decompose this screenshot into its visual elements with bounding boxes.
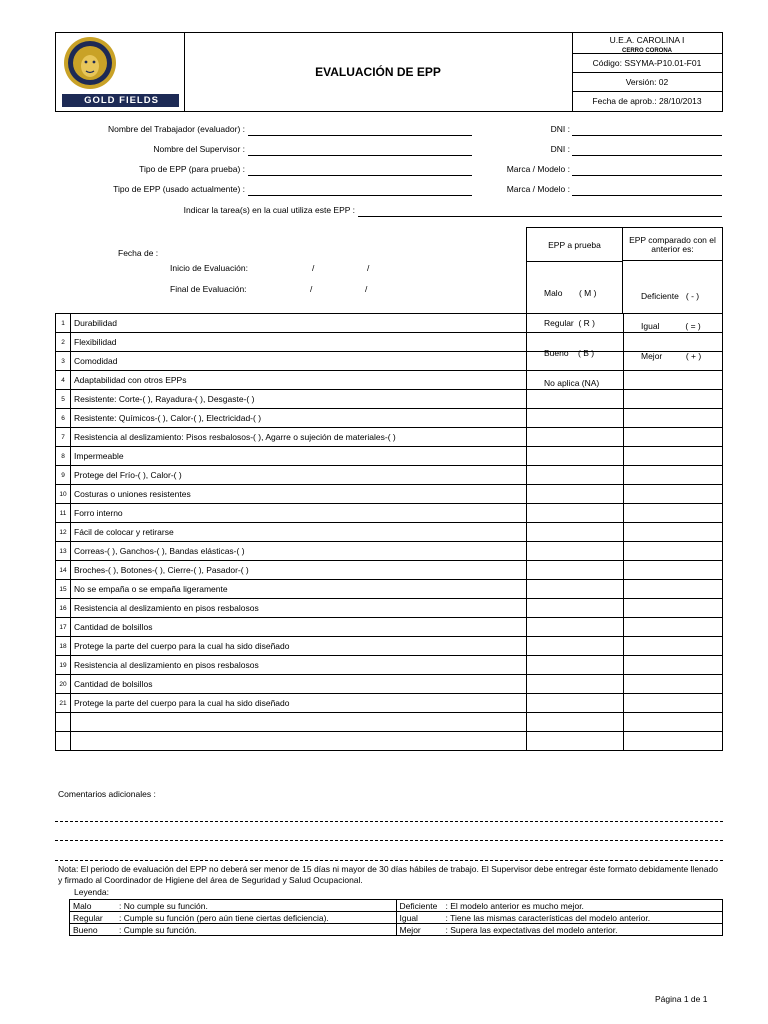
site-name: CERRO CORONA bbox=[621, 48, 672, 54]
criteria-text: Cantidad de bolsillos bbox=[71, 618, 527, 637]
criteria-number: 11 bbox=[56, 504, 71, 523]
comparison-rating-cell[interactable] bbox=[624, 485, 723, 504]
epp-test-rating-cell[interactable] bbox=[527, 447, 624, 466]
criteria-text: Comodidad bbox=[71, 352, 527, 371]
criteria-text: Durabilidad bbox=[71, 314, 527, 333]
criteria-number: 2 bbox=[56, 333, 71, 352]
legend-cell-left bbox=[70, 900, 397, 912]
comparison-rating-cell[interactable] bbox=[624, 675, 723, 694]
legend-row bbox=[70, 900, 723, 912]
scale-item-igual: Igual ( = ) bbox=[641, 321, 701, 331]
legend-value: : Supera las expectativas del modelo anterior. bbox=[445, 924, 618, 935]
criteria-number: 14 bbox=[56, 561, 71, 580]
scale-item-deficiente: Deficiente ( - ) bbox=[641, 291, 700, 301]
criteria-text: No se empaña o se empaña ligeramente bbox=[71, 580, 527, 599]
end-date-separator-1: / bbox=[310, 284, 313, 294]
criteria-text: Resistente: Corte-( ), Rayadura-( ), Desgaste-( ) bbox=[71, 390, 527, 409]
dates-label: Fecha de : bbox=[118, 248, 159, 258]
criteria-row bbox=[56, 447, 723, 466]
document-control-block bbox=[572, 33, 722, 111]
legend-value: : El modelo anterior es mucho mejor. bbox=[445, 900, 584, 911]
legend-key: Bueno bbox=[73, 924, 98, 935]
comparison-rating-cell[interactable] bbox=[624, 447, 723, 466]
criteria-number: 5 bbox=[56, 390, 71, 409]
comparison-rating-cell[interactable] bbox=[624, 542, 723, 561]
worker-input[interactable] bbox=[248, 135, 472, 136]
comparison-rating-cell[interactable] bbox=[624, 314, 723, 333]
evaluation-note: Nota: El periodo de evaluación del EPP no deberá ser menor de 15 días ni mayor de 30 días hábiles de trabajo. El Supervisor debe entregar éste formato debidamente llenado y firmado al Coordinador de Higiene del área de Seguridad y Salud Ocupacional. bbox=[58, 864, 718, 885]
comparison-rating-cell[interactable] bbox=[624, 333, 723, 352]
criteria-text: Adaptabilidad con otros EPPs bbox=[71, 371, 527, 390]
comparison-rating-cell[interactable] bbox=[624, 580, 723, 599]
criteria-text: Resistencia al deslizamiento: Pisos resbalosos-( ), Agarre o sujeción de materiales-( ) bbox=[71, 428, 527, 447]
epp-test-rating-cell[interactable] bbox=[527, 523, 624, 542]
form-title: EVALUACIÓN DE EPP bbox=[184, 33, 573, 111]
scale-item-regular: Regular ( R ) bbox=[544, 318, 596, 328]
legend-value: : Cumple su función (pero aún tiene ciertas deficiencia). bbox=[119, 912, 329, 923]
criteria-text: Fácil de colocar y retirarse bbox=[71, 523, 527, 542]
supervisor-input[interactable] bbox=[248, 155, 472, 156]
epp-current-input[interactable] bbox=[248, 195, 472, 196]
brand-name: GOLD FIELDS bbox=[84, 95, 159, 106]
criteria-text: Correas-( ), Ganchos-( ), Bandas elásticas-( ) bbox=[71, 542, 527, 561]
criteria-number: 6 bbox=[56, 409, 71, 428]
comparison-rating-cell[interactable] bbox=[624, 409, 723, 428]
criteria-text bbox=[71, 713, 527, 732]
legend-key: Mejor bbox=[399, 924, 421, 935]
criteria-row bbox=[56, 542, 723, 561]
document-version: Versión: 02 bbox=[572, 73, 722, 92]
scale-item-bueno: Bueno ( B ) bbox=[544, 348, 595, 358]
task-label: Indicar la tarea(s) en la cual utiliza este EPP : bbox=[183, 205, 355, 215]
epp-test-rating-cell[interactable] bbox=[527, 732, 624, 751]
document-code: Código: SSYMA-P10.01-F01 bbox=[572, 54, 722, 73]
legend-row bbox=[70, 912, 723, 924]
comparison-rating-cell[interactable] bbox=[624, 371, 723, 390]
criteria-text bbox=[71, 732, 527, 751]
supervisor-label: Nombre del Supervisor : bbox=[153, 144, 245, 154]
legend-row bbox=[70, 924, 723, 936]
legend-table bbox=[69, 899, 723, 936]
legend-value: : Cumple su función. bbox=[119, 924, 197, 935]
criteria-number: 20 bbox=[56, 675, 71, 694]
criteria-number: 19 bbox=[56, 656, 71, 675]
comparison-rating-cell[interactable] bbox=[624, 561, 723, 580]
epp-test-rating-cell[interactable] bbox=[527, 333, 624, 352]
criteria-row bbox=[56, 732, 723, 751]
criteria-number: 7 bbox=[56, 428, 71, 447]
criteria-row bbox=[56, 428, 723, 447]
epp-test-rating-cell[interactable] bbox=[527, 504, 624, 523]
criteria-row bbox=[56, 599, 723, 618]
comparison-rating-cell[interactable] bbox=[624, 732, 723, 751]
legend-value: : Tiene las mismas características del modelo anterior. bbox=[445, 912, 651, 923]
criteria-number: 21 bbox=[56, 694, 71, 713]
criteria-row bbox=[56, 485, 723, 504]
criteria-number: 12 bbox=[56, 523, 71, 542]
start-date-separator-2: / bbox=[367, 263, 370, 273]
page-number: Página 1 de 1 bbox=[655, 994, 708, 1004]
comments-label: Comentarios adicionales : bbox=[58, 789, 156, 799]
criteria-number: 8 bbox=[56, 447, 71, 466]
epp-current-label: Tipo de EPP (usado actualmente) : bbox=[113, 184, 245, 194]
criteria-row bbox=[56, 675, 723, 694]
criteria-number: 16 bbox=[56, 599, 71, 618]
criteria-text: Cantidad de bolsillos bbox=[71, 675, 527, 694]
epp-test-rating-cell[interactable] bbox=[527, 409, 624, 428]
criteria-number: 1 bbox=[56, 314, 71, 333]
epp-test-rating-cell[interactable] bbox=[527, 561, 624, 580]
end-date-separator-2: / bbox=[365, 284, 368, 294]
comparison-rating-cell[interactable] bbox=[624, 523, 723, 542]
epp-test-scale-box bbox=[526, 227, 623, 388]
legend-table-body bbox=[70, 900, 723, 936]
start-date-label: Inicio de Evaluación: bbox=[170, 263, 248, 273]
comparison-scale-title: EPP comparado con el anterior es: bbox=[623, 228, 722, 261]
epp-test-rating-cell[interactable] bbox=[527, 656, 624, 675]
scale-item-malo: Malo ( M ) bbox=[544, 288, 597, 298]
comparison-rating-cell[interactable] bbox=[624, 504, 723, 523]
scale-item-no-aplica: No aplica (NA) bbox=[544, 378, 600, 388]
criteria-row bbox=[56, 390, 723, 409]
criteria-text: Resistencia al deslizamiento en pisos resbalosos bbox=[71, 656, 527, 675]
criteria-row bbox=[56, 713, 723, 732]
legend-value: : No cumple su función. bbox=[119, 900, 208, 911]
end-date-label: Final de Evaluación: bbox=[170, 284, 247, 294]
criteria-number: 13 bbox=[56, 542, 71, 561]
criteria-text: Impermeable bbox=[71, 447, 527, 466]
task-input[interactable] bbox=[358, 216, 722, 217]
legend-key: Regular bbox=[73, 912, 103, 923]
comparison-rating-cell[interactable] bbox=[624, 694, 723, 713]
legend-key: Deficiente bbox=[399, 900, 438, 911]
epp-test-scale-title: EPP a prueba bbox=[527, 228, 622, 262]
epp-test-input[interactable] bbox=[248, 175, 472, 176]
comparison-rating-cell[interactable] bbox=[624, 466, 723, 485]
comparison-rating-cell[interactable] bbox=[624, 637, 723, 656]
legend-key: Malo bbox=[73, 900, 92, 911]
criteria-number: 9 bbox=[56, 466, 71, 485]
criteria-row bbox=[56, 523, 723, 542]
criteria-row bbox=[56, 637, 723, 656]
start-date-separator-1: / bbox=[312, 263, 315, 273]
epp-test-rating-cell[interactable] bbox=[527, 352, 624, 371]
comparison-rating-cell[interactable] bbox=[624, 599, 723, 618]
legend-key: Igual bbox=[399, 912, 418, 923]
epp-test-rating-cell[interactable] bbox=[527, 580, 624, 599]
legend-cell-right bbox=[396, 912, 723, 924]
comparison-rating-cell[interactable] bbox=[624, 618, 723, 637]
epp-current-brand-label: Marca / Modelo : bbox=[506, 184, 570, 194]
criteria-row bbox=[56, 694, 723, 713]
worker-dni-input[interactable] bbox=[572, 135, 722, 136]
criteria-row bbox=[56, 352, 723, 371]
legend-cell-right bbox=[396, 924, 723, 936]
epp-test-rating-cell[interactable] bbox=[527, 466, 624, 485]
epp-test-rating-cell[interactable] bbox=[527, 599, 624, 618]
worker-dni-label: DNI : bbox=[550, 124, 570, 134]
comparison-rating-cell[interactable] bbox=[624, 713, 723, 732]
criteria-row bbox=[56, 561, 723, 580]
epp-test-rating-cell[interactable] bbox=[527, 675, 624, 694]
unit-name: U.E.A. CAROLINA I bbox=[609, 35, 685, 45]
legend-title: Leyenda: bbox=[74, 887, 109, 897]
supervisor-dni-input[interactable] bbox=[572, 155, 722, 156]
criteria-row bbox=[56, 371, 723, 390]
criteria-table bbox=[55, 313, 723, 751]
legend-cell-left bbox=[70, 924, 397, 936]
criteria-row bbox=[56, 580, 723, 599]
criteria-text: Flexibilidad bbox=[71, 333, 527, 352]
criteria-number: 3 bbox=[56, 352, 71, 371]
criteria-row bbox=[56, 466, 723, 485]
epp-test-rating-cell[interactable] bbox=[527, 390, 624, 409]
criteria-number: 18 bbox=[56, 637, 71, 656]
epp-current-brand-input[interactable] bbox=[572, 195, 722, 196]
epp-test-rating-cell[interactable] bbox=[527, 713, 624, 732]
criteria-number bbox=[56, 732, 71, 751]
form-header bbox=[55, 32, 723, 112]
comments-line-2[interactable] bbox=[55, 840, 723, 841]
criteria-row bbox=[56, 409, 723, 428]
criteria-text: Protege del Frío-( ), Calor-( ) bbox=[71, 466, 527, 485]
criteria-text: Costuras o uniones resistentes bbox=[71, 485, 527, 504]
epp-test-brand-label: Marca / Modelo : bbox=[506, 164, 570, 174]
epp-test-rating-cell[interactable] bbox=[527, 542, 624, 561]
epp-test-label: Tipo de EPP (para prueba) : bbox=[139, 164, 245, 174]
comparison-rating-cell[interactable] bbox=[624, 352, 723, 371]
epp-test-rating-cell[interactable] bbox=[527, 618, 624, 637]
criteria-text: Forro interno bbox=[71, 504, 527, 523]
criteria-row bbox=[56, 656, 723, 675]
company-logo bbox=[56, 33, 185, 111]
criteria-row bbox=[56, 333, 723, 352]
criteria-text: Resistencia al deslizamiento en pisos resbalosos bbox=[71, 599, 527, 618]
legend-cell-right bbox=[396, 900, 723, 912]
epp-test-rating-cell[interactable] bbox=[527, 371, 624, 390]
comparison-rating-cell[interactable] bbox=[624, 656, 723, 675]
comparison-scale-box bbox=[622, 227, 723, 361]
criteria-text: Protege la parte del cuerpo para la cual ha sido diseñado bbox=[71, 637, 527, 656]
worker-label: Nombre del Trabajador (evaluador) : bbox=[107, 124, 245, 134]
criteria-number: 4 bbox=[56, 371, 71, 390]
epp-test-rating-cell[interactable] bbox=[527, 694, 624, 713]
criteria-text: Protege la parte del cuerpo para la cual ha sido diseñado bbox=[71, 694, 527, 713]
criteria-number: 15 bbox=[56, 580, 71, 599]
unit-cell bbox=[572, 33, 722, 54]
epp-test-rating-cell[interactable] bbox=[527, 428, 624, 447]
criteria-row bbox=[56, 504, 723, 523]
criteria-text: Broches-( ), Botones-( ), Cierre-( ), Pasador-( ) bbox=[71, 561, 527, 580]
legend-cell-left bbox=[70, 912, 397, 924]
comparison-rating-cell[interactable] bbox=[624, 390, 723, 409]
comments-line-1[interactable] bbox=[55, 821, 723, 822]
criteria-number: 17 bbox=[56, 618, 71, 637]
supervisor-dni-label: DNI : bbox=[550, 144, 570, 154]
epp-test-brand-input[interactable] bbox=[572, 175, 722, 176]
comparison-rating-cell[interactable] bbox=[624, 428, 723, 447]
criteria-table-body bbox=[56, 314, 723, 751]
epp-test-rating-cell[interactable] bbox=[527, 485, 624, 504]
scale-item-mejor: Mejor ( + ) bbox=[641, 351, 702, 361]
comments-line-3[interactable] bbox=[55, 860, 723, 861]
criteria-number: 10 bbox=[56, 485, 71, 504]
approval-date: Fecha de aprob.: 28/10/2013 bbox=[592, 96, 702, 106]
criteria-text: Resistente: Químicos-( ), Calor-( ), Electricidad-( ) bbox=[71, 409, 527, 428]
criteria-row bbox=[56, 314, 723, 333]
epp-test-rating-cell[interactable] bbox=[527, 314, 624, 333]
epp-test-rating-cell[interactable] bbox=[527, 637, 624, 656]
criteria-number bbox=[56, 713, 71, 732]
criteria-row bbox=[56, 618, 723, 637]
